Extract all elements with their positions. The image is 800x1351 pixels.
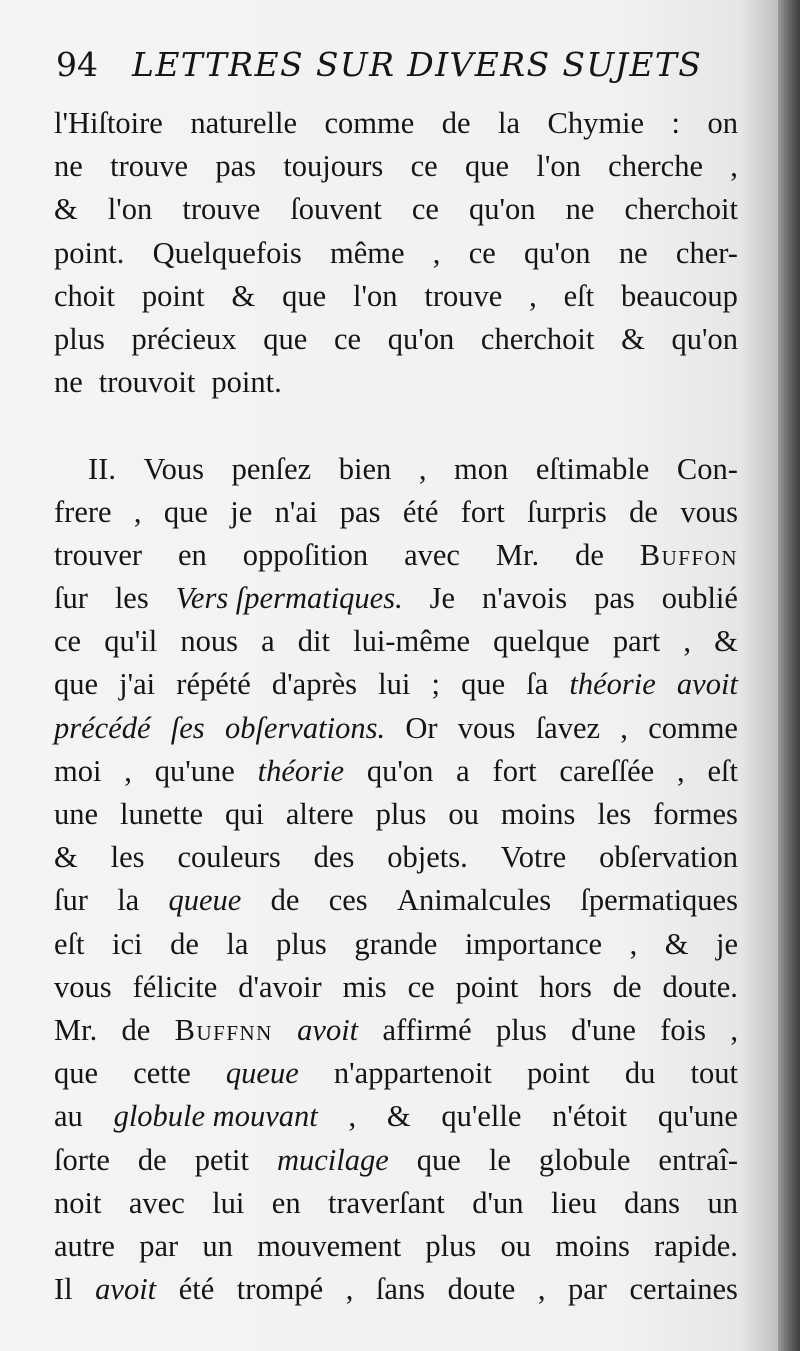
- word: ,: [730, 149, 738, 184]
- text-line: [54, 1052, 738, 1095]
- word: ce: [407, 969, 435, 1004]
- word: petit: [194, 1142, 249, 1177]
- word: &: [231, 278, 256, 313]
- word: ſur: [54, 883, 88, 918]
- word: ſur: [54, 581, 88, 616]
- word: que: [54, 667, 99, 702]
- word: plus: [375, 797, 427, 831]
- word: Je: [429, 581, 456, 616]
- word: qu'on: [387, 321, 455, 356]
- word: noit: [54, 1185, 102, 1220]
- text-line: [54, 1009, 738, 1052]
- word: n'avois: [482, 581, 568, 616]
- word: n'appartenoit: [333, 1056, 492, 1091]
- word: qui: [224, 797, 264, 831]
- word: fort: [460, 494, 505, 529]
- word: ne: [54, 365, 83, 400]
- word: mucilage: [276, 1142, 389, 1177]
- word: que: [461, 667, 506, 702]
- word: quelque: [493, 624, 590, 659]
- word: répété: [176, 667, 251, 702]
- word: Quelquefois: [152, 235, 302, 270]
- text-line: [54, 836, 738, 879]
- word: qu'elle: [441, 1099, 522, 1134]
- word: cherchoit: [624, 192, 738, 227]
- word: globule mouvant: [113, 1099, 318, 1134]
- word: plus: [425, 1228, 477, 1263]
- text-line: [54, 361, 738, 404]
- word: qu'une: [154, 753, 235, 788]
- page-header: [56, 40, 746, 90]
- word: au: [54, 1099, 83, 1134]
- word: trouve: [424, 278, 503, 313]
- word: ,: [348, 1099, 357, 1134]
- word: naturelle: [190, 106, 298, 140]
- word: ce: [333, 321, 362, 356]
- word: ,: [432, 235, 441, 270]
- word: lui: [212, 1185, 245, 1220]
- word: théorie: [257, 753, 345, 788]
- word: ſpermatiques: [580, 883, 738, 918]
- text-line: [54, 750, 738, 793]
- word: queue: [168, 883, 242, 918]
- word: &: [54, 840, 78, 875]
- word: qu'on: [469, 192, 536, 227]
- word: eſt: [563, 278, 595, 313]
- word: eſt: [707, 753, 738, 788]
- word: qu'on: [524, 235, 591, 270]
- text-line: [54, 966, 738, 1009]
- word: pas: [594, 581, 635, 616]
- word: en: [178, 537, 207, 572]
- word: ſans: [375, 1272, 426, 1307]
- word: eſt: [54, 926, 85, 961]
- text-line: [54, 620, 738, 663]
- word: beaucoup: [621, 278, 738, 313]
- word: mon: [454, 451, 509, 486]
- word: n'ai: [274, 494, 318, 529]
- word: ,: [629, 926, 638, 961]
- word: l'Hiſtoire: [54, 106, 163, 140]
- word: choit: [54, 278, 115, 313]
- word: eſtimable: [535, 451, 650, 486]
- word: Buffon: [639, 537, 738, 572]
- word: que: [465, 149, 510, 184]
- word: a: [261, 624, 275, 659]
- word: altere: [285, 797, 354, 831]
- word: l'on: [536, 149, 581, 184]
- word: point: [527, 1056, 590, 1091]
- text-line: [54, 1268, 738, 1311]
- word: qu'on: [366, 753, 434, 788]
- word: ,: [133, 494, 142, 529]
- word: lunette: [120, 797, 203, 831]
- word: lui-même: [353, 624, 470, 659]
- word: je: [230, 494, 253, 529]
- word: que: [282, 278, 327, 313]
- word: on: [707, 106, 738, 140]
- word: de: [270, 883, 300, 918]
- word: pas: [339, 494, 381, 529]
- word: fois: [660, 1012, 706, 1047]
- text-line: [54, 448, 738, 491]
- text-line: [54, 534, 738, 577]
- word: avoit: [95, 1272, 157, 1307]
- word: dit: [297, 624, 330, 659]
- word: :: [671, 106, 681, 140]
- word: les: [597, 797, 632, 831]
- word: la: [498, 106, 521, 140]
- text-line: [54, 577, 738, 620]
- word: obſervations.: [224, 710, 386, 745]
- word: careſſée: [559, 753, 655, 788]
- word: précieux: [131, 321, 237, 356]
- word: avec: [404, 537, 460, 572]
- word: ce: [411, 192, 439, 227]
- word: point: [455, 969, 519, 1004]
- word: part: [612, 624, 661, 659]
- word: trouve: [110, 149, 189, 184]
- word: plus: [495, 1012, 547, 1047]
- word: de: [612, 969, 642, 1004]
- word: un: [707, 1185, 738, 1220]
- word: que: [416, 1142, 461, 1177]
- word: II.: [88, 451, 116, 486]
- word: une: [54, 797, 99, 831]
- word: ſurpris: [527, 494, 607, 529]
- word: Mr.: [54, 1012, 98, 1047]
- word: théorie: [569, 667, 656, 702]
- word: d'après: [271, 667, 358, 702]
- word: de: [575, 537, 604, 572]
- word: par: [139, 1228, 179, 1263]
- word: ,: [345, 1272, 354, 1307]
- word: toujours: [283, 149, 384, 184]
- word: Votre: [500, 840, 567, 875]
- word: les: [110, 840, 145, 875]
- word: ,: [677, 753, 685, 788]
- word: dans: [624, 1185, 681, 1220]
- word: doute: [447, 1272, 516, 1307]
- word: trouvoit: [98, 365, 196, 400]
- word: oppoſition: [242, 537, 369, 572]
- word: ou: [448, 797, 479, 831]
- word: objets.: [387, 840, 468, 875]
- word: avoit: [297, 1012, 359, 1047]
- text-line: [54, 793, 738, 836]
- word: de: [629, 494, 658, 529]
- word: la: [226, 926, 249, 961]
- word: félicite: [132, 969, 218, 1004]
- word: que: [263, 321, 308, 356]
- word: importance: [464, 926, 603, 961]
- word: cherchoit: [480, 321, 595, 356]
- word: frere: [54, 494, 112, 529]
- page-number: 94: [56, 45, 98, 84]
- word: avoit: [676, 667, 738, 702]
- word: &: [714, 624, 738, 659]
- word: moins: [500, 797, 576, 831]
- word: &: [386, 1099, 411, 1134]
- word: vous: [680, 494, 738, 529]
- word: rapide.: [654, 1228, 738, 1263]
- word: ſorte: [54, 1142, 110, 1177]
- word: qu'une: [657, 1099, 738, 1134]
- word: bien: [338, 451, 392, 486]
- word: ce: [468, 235, 496, 270]
- word: ne: [565, 192, 595, 227]
- word: plus: [275, 926, 327, 961]
- word: de: [121, 1012, 151, 1047]
- word: Vous: [143, 451, 204, 486]
- word: grande: [354, 926, 438, 961]
- text-line: [54, 232, 738, 275]
- word: point.: [211, 365, 282, 400]
- word: Il: [54, 1272, 73, 1307]
- word: Chymie: [547, 106, 645, 140]
- word: avec: [128, 1185, 185, 1220]
- word: la: [117, 883, 140, 918]
- text-line: [54, 1095, 738, 1138]
- word: trouver: [54, 537, 143, 572]
- word: d'un: [472, 1185, 524, 1220]
- word: cette: [133, 1056, 191, 1091]
- word: d'une: [571, 1012, 636, 1047]
- word: Vers ſpermatiques.: [175, 581, 403, 616]
- word: pas: [215, 149, 257, 184]
- word: vous: [54, 969, 112, 1004]
- word: ſouvent: [290, 192, 382, 227]
- word: ce: [54, 624, 82, 659]
- word: lieu: [550, 1185, 597, 1220]
- text-line: [54, 102, 738, 145]
- text-line: [54, 923, 738, 966]
- word: &: [621, 321, 645, 356]
- word: comme: [324, 106, 415, 140]
- word: mouvement: [257, 1228, 402, 1263]
- text-line: [54, 491, 738, 534]
- word: des: [313, 840, 355, 875]
- word: le: [488, 1142, 511, 1177]
- word: hors: [539, 969, 592, 1004]
- text-line: [54, 188, 738, 231]
- word: précédé: [54, 710, 151, 745]
- word: un: [202, 1228, 233, 1263]
- word: qu'on: [671, 321, 738, 356]
- word: ne: [54, 149, 83, 184]
- word: n'étoit: [552, 1099, 628, 1134]
- word: obſervation: [599, 840, 738, 875]
- word: doute.: [662, 969, 738, 1004]
- word: ſes: [170, 710, 205, 745]
- word: moins: [555, 1228, 630, 1263]
- word: oublié: [661, 581, 738, 616]
- word: affirmé: [382, 1012, 472, 1047]
- word: l'on: [107, 192, 153, 227]
- word: l'on: [352, 278, 398, 313]
- word: ſa: [526, 667, 549, 702]
- word: point.: [54, 235, 125, 270]
- word: &: [664, 926, 689, 961]
- word: mis: [342, 969, 387, 1004]
- text-line: [54, 663, 738, 706]
- word: en: [271, 1185, 301, 1220]
- word: été: [402, 494, 439, 529]
- word: plus: [54, 321, 105, 356]
- word: les: [114, 581, 149, 616]
- text-line: [54, 145, 738, 188]
- word: qu'il: [104, 624, 158, 659]
- word: &: [54, 192, 78, 227]
- word: même: [329, 235, 405, 270]
- word: ces: [328, 883, 368, 918]
- word: Con-: [676, 451, 738, 486]
- word: Buffnn: [174, 1012, 273, 1047]
- text-line: [54, 1225, 738, 1268]
- word: formes: [653, 797, 738, 831]
- word: du: [624, 1056, 656, 1091]
- word: couleurs: [177, 840, 281, 875]
- word: de: [137, 1142, 167, 1177]
- text-line: [54, 318, 738, 361]
- word: penſez: [231, 451, 312, 486]
- running-title: LETTRES SUR DIVERS SUJETS: [132, 45, 703, 84]
- word: de: [441, 106, 471, 140]
- word: tout: [690, 1056, 738, 1091]
- page-edge-shadow: [778, 0, 800, 1351]
- word: queue: [225, 1056, 299, 1091]
- word: ou: [500, 1228, 532, 1263]
- text-line: [54, 1182, 738, 1225]
- word: ,: [124, 753, 132, 788]
- word: traverſant: [328, 1185, 445, 1220]
- word: ce: [410, 149, 438, 184]
- text-line: [54, 707, 738, 750]
- word: ,: [418, 451, 427, 486]
- word: que: [163, 494, 208, 529]
- word: cherche: [608, 149, 703, 184]
- word: certaines: [629, 1272, 738, 1307]
- text-line: [54, 1139, 738, 1182]
- word: trouve: [182, 192, 261, 227]
- word: autre: [54, 1228, 115, 1263]
- word: ,: [537, 1272, 546, 1307]
- word: trompé: [236, 1272, 324, 1307]
- word: a: [456, 753, 470, 788]
- word: je: [715, 926, 738, 961]
- word: fort: [492, 753, 537, 788]
- word: Animalcules: [396, 883, 552, 918]
- word: comme: [648, 710, 738, 745]
- word: moi: [54, 753, 102, 788]
- word: été: [178, 1272, 215, 1307]
- paragraph-gap: [54, 404, 738, 447]
- word: ne: [618, 235, 648, 270]
- word: lui: [378, 667, 411, 702]
- word: ,: [620, 710, 628, 745]
- text-line: [54, 879, 738, 922]
- word: cher-: [675, 235, 738, 270]
- word: j'ai: [119, 667, 156, 702]
- word: ,: [683, 624, 692, 659]
- word: ;: [431, 667, 440, 702]
- word: entraî-: [658, 1142, 738, 1177]
- word: vous: [457, 710, 516, 745]
- word: nous: [180, 624, 238, 659]
- word: point: [141, 278, 205, 313]
- word: que: [54, 1056, 99, 1091]
- text-line: [54, 275, 738, 318]
- word: de: [170, 926, 199, 961]
- word: Mr.: [495, 537, 540, 572]
- word: par: [568, 1272, 607, 1307]
- word: ,: [529, 278, 537, 313]
- word: Or: [405, 710, 438, 745]
- body-text: [54, 102, 738, 1311]
- word: ſavez: [535, 710, 601, 745]
- word: ici: [112, 926, 143, 961]
- word: d'avoir: [238, 969, 322, 1004]
- word: globule: [538, 1142, 631, 1177]
- word: ,: [730, 1012, 738, 1047]
